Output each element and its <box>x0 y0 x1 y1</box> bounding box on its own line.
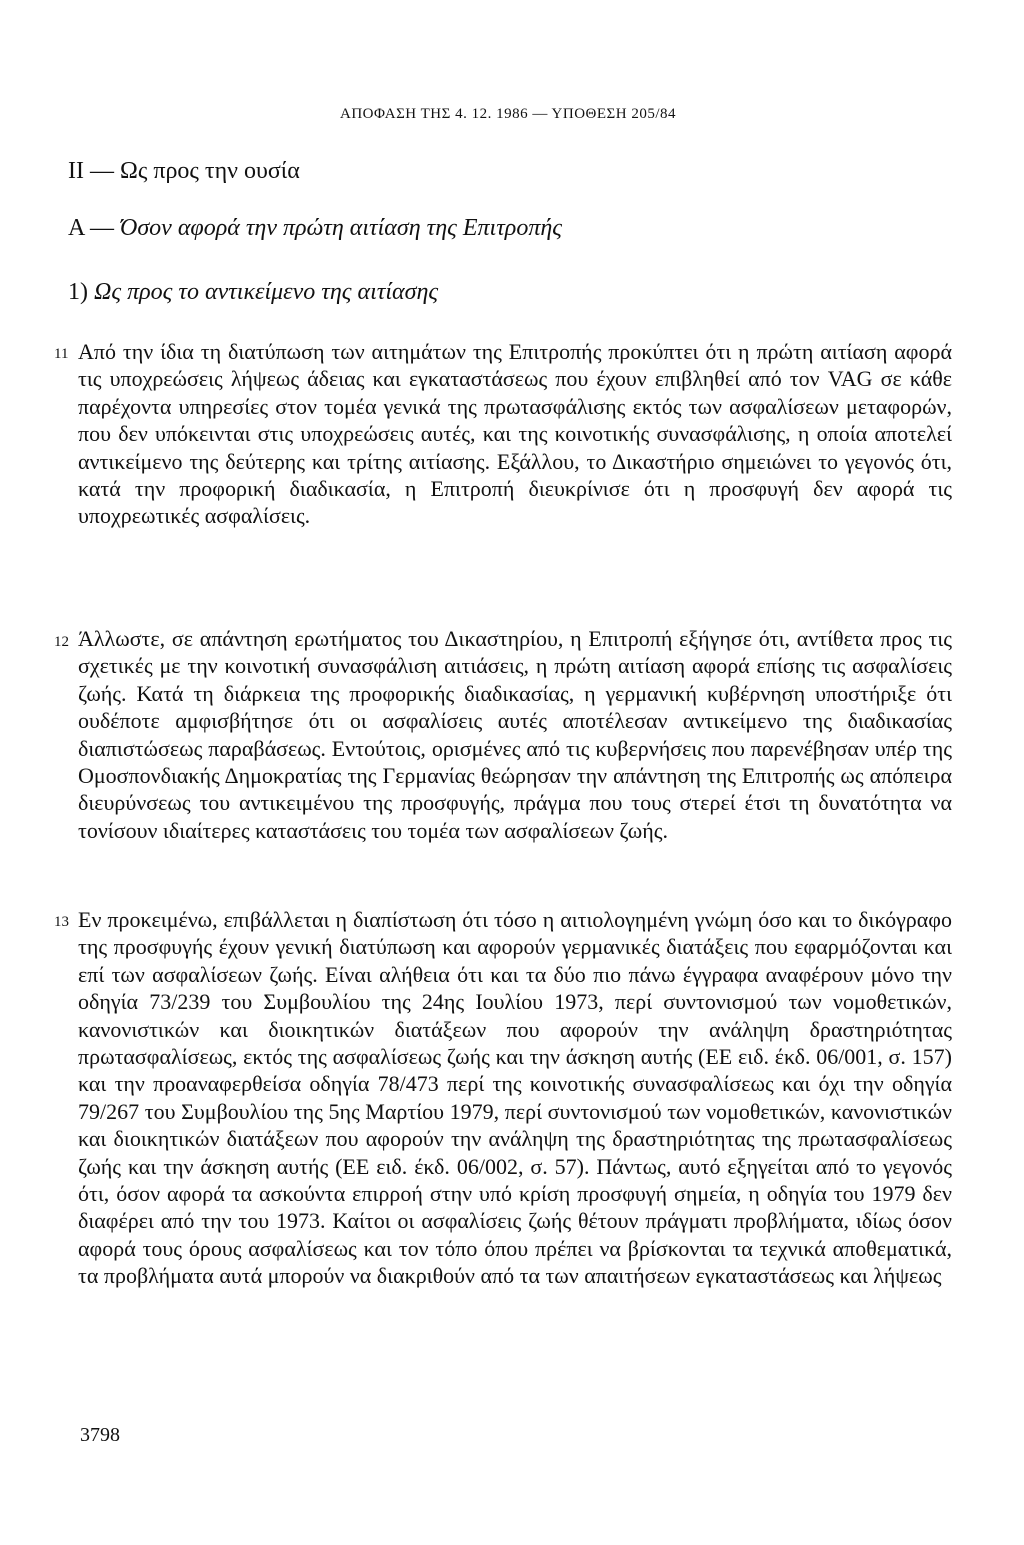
paragraph-12: Άλλωστε, σε απάντηση ερωτήματος του Δικαστηρίου, η Επιτροπή εξήγησε ότι, αντίθετα προς τις σχετικές με την κοινοτική συνασφάλιση αιτιάσεις, η πρώτη αιτίαση αφορά επίσης τις ασφαλίσεις ζωής. Κατά τη διάρκεια της προφορικής διαδικασίας, η γερμανική κυβέρνηση υποστήριξε ότι ουδέποτε αμφισβήτησε ότι οι ασφαλίσεις αυτές αποτέλεσαν αντικείμενο της διαδικασίας διαπιστώσεως παραβάσεως. Εντούτοις, ορισμένες από τις κυβερνήσεις που παρενέβησαν υπέρ της Ομοσπονδιακής Δημοκρατίας της Γερμανίας θεώρησαν την απάντηση της Επιτροπής ως απόπειρα διευρύνσεως του αντικειμένου της προσφυγής, πράγμα που τους στερεί έτσι τη δυνατότητα να τονίσουν ιδιαίτερες καταστάσεις του τομέα των ασφαλίσεων ζωής. <box>78 626 952 843</box>
subheading-a-lead: Α — <box>68 215 121 241</box>
subheading-a <box>68 215 562 242</box>
paragraph-number: 13 <box>54 914 69 930</box>
subheading-1-title: Ως προς το αντικείμενο της αιτίασης <box>94 279 439 305</box>
section-heading: II — Ως προς την ουσία <box>68 158 300 184</box>
subheading-1 <box>68 279 438 306</box>
page-number: 3798 <box>80 1424 120 1446</box>
paragraph-number: 11 <box>54 346 69 362</box>
running-header: ΑΠΟΦΑΣΗ ΤΗΣ 4. 12. 1986 — ΥΠΟΘΕΣΗ 205/84 <box>340 106 677 122</box>
subheading-1-lead: 1) <box>68 279 94 305</box>
paragraph-number: 12 <box>54 634 69 650</box>
paragraph-11: Από την ίδια τη διατύπωση των αιτημάτων της Επιτροπής προκύπτει ότι η πρώτη αιτίαση αφορά τις υποχρεώσεις λήψεως άδειας και εγκαταστάσεως που έχουν επιβληθεί από τον VAG σε κάθε παρέχοντα υπηρεσίες στον τομέα γενικά της πρωτασφάλισης εκτός των ασφαλίσεων μεταφορών, που δεν υπόκεινται στις υποχρεώσεις αυτές, και της κοινοτικής συνασφάλισης, η οποία αποτελεί αντικείμενο της δεύτερης και τρίτης αιτίασης. Εξάλλου, το Δικαστήριο σημειώνει το γεγονός ότι, κατά την προφορική διαδικασία, η Επιτροπή διευκρίνισε ότι η προσφυγή δεν αφορά τις υποχρεωτικές ασφαλίσεις. <box>78 339 952 529</box>
subheading-a-title: Όσον αφορά την πρώτη αιτίαση της Επιτροπής <box>120 215 562 241</box>
paragraph-13: Εν προκειμένω, επιβάλλεται η διαπίστωση ότι τόσο η αιτιολογημένη γνώμη όσο και το δικόγραφο της προσφυγής έχουν γενική διατύπωση και αφορούν γερμανικές διατάξεις που εφαρμόζονται και επί των ασφαλίσεων ζωής. Είναι αλήθεια ότι και τα δύο πιο πάνω έγγραφα αναφέρουν μόνο την οδηγία 73/239 του Συμβουλίου της 24ης Ιουλίου 1973, περί συντονισμού των νομοθετικών, κανονιστικών και διοικητικών διατάξεων που αφορούν την ανάληψη δραστηριότητας πρωτασφαλίσεως, εκτός της ασφαλίσεως ζωής και την άσκηση αυτής (ΕΕ ειδ. έκδ. 06/001, σ. 157) και την προαναφερθείσα οδηγία 78/473 περί της κοινοτικής συνασφαλίσεως και όχι την οδηγία 79/267 του Συμβουλίου της 5ης Μαρτίου 1979, περί συντονισμού των νομοθετικών, κανονιστικών και διοικητικών διατάξεων που αφορούν την ανάληψη της δραστηριότητας της πρωτασφαλίσεως ζωής και την άσκηση αυτής (ΕΕ ειδ. έκδ. 06/002, σ. 57). Πάντως, αυτό εξηγείται από το γεγονός ότι, όσον αφορά τα ασκούντα επιρροή στην υπό κρίση προσφυγή σημεία, η οδηγία του 1979 δεν διαφέρει από την του 1973. Καίτοι οι ασφαλίσεις ζωής θέτουν πράγματι προβλήματα, ιδίως όσον αφορά τους όρους ασφαλίσεως και τον τόπο όπου πρέπει να βρίσκονται τα τεχνικά αποθεματικά, τα προβλήματα αυτά μπορούν να διακριθούν από τα των απαιτήσεων εγκαταστάσεως και λήψεως <box>78 907 952 1289</box>
